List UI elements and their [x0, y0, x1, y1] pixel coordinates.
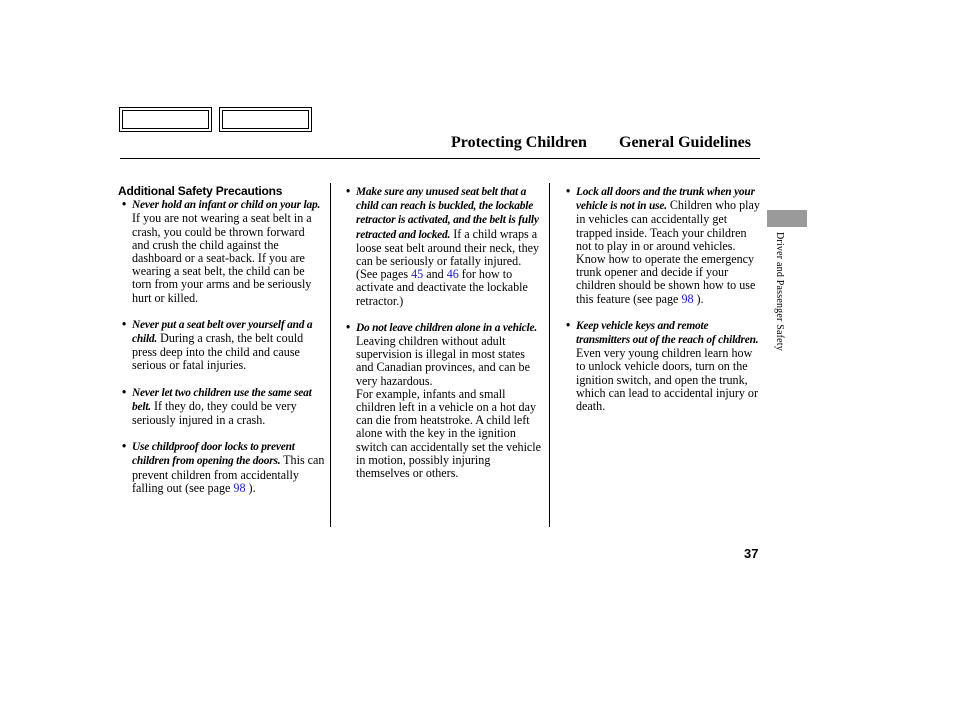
bullet: • — [122, 384, 127, 399]
list-item: • Keep vehicle keys and remote transmitters out of the reach of children. Even very young children learn how to unlock vehicle doors, turn on the ignition switch, and open the trunk, which can lead to accidental injury or death. — [566, 317, 759, 414]
page-link[interactable]: 46 — [446, 267, 459, 282]
column-divider — [330, 183, 331, 527]
bullet: • — [122, 197, 127, 212]
section-tab-label: Driver and Passenger Safety — [774, 232, 785, 351]
list-item: • Do not leave children alone in a vehicle. Leaving children without adult supervision is illegal in most states and Canadian provinces, and can be very hazardous. For example, infants and small children left in a vehicle on a hot day can die from heatstroke. A child left alone with the key in the ignition switch can accidentally set the vehicle in motion, possibly injuring themselves or others. — [346, 319, 542, 481]
previous-page-button[interactable] — [119, 107, 212, 132]
next-page-button[interactable] — [219, 107, 312, 132]
page-link[interactable]: 98 — [233, 480, 246, 495]
list-item: • Lock all doors and the trunk when your vehicle is not in use. Children who play in vehicles can accidentally get trapped inside. Teach your children not to play in or around vehicles. Know how to operate the emergency trunk opener and decide if your children should be shown how to use this feature (see page 98 ). — [566, 184, 760, 306]
list-item: • Make sure any unused seat belt that a child can reach is buckled, the lockable retractor is activated, and the belt is fully retracted and locked. If a child wraps a loose seat belt around their neck, they can be seriously or fatally injured. (See pages 45 and 46 for how to activate and deactivate the lockable retractor.) — [346, 184, 540, 308]
bullet: • — [566, 184, 571, 198]
bullet: • — [122, 316, 127, 331]
section-tab — [767, 210, 807, 227]
section-title: Protecting Children — [451, 134, 587, 151]
column-divider — [549, 183, 550, 527]
column-1 — [118, 185, 325, 495]
bullet: • — [566, 317, 571, 332]
column-3 — [562, 185, 762, 413]
bullet: • — [346, 184, 351, 198]
list-item: • Never put a seat belt over yourself and a child. During a crash, the belt could press deep into the child and cause serious or fatal injuries. — [122, 316, 313, 373]
list-item: • Never hold an infant or child on your lap. If you are not wearing a seat belt in a crash, you could be thrown forward and crush the child against the dashboard or a seat-back. If you are wearing a seat belt, the child can be torn from your arms and be seriously hurt or killed. — [122, 197, 321, 305]
page-number: 37 — [744, 546, 759, 561]
list-item: • Use childproof door locks to prevent children from opening the doors. This can prevent children from accidentally falling out (see page 98 ). — [122, 439, 325, 495]
page-link[interactable]: 98 — [681, 291, 694, 306]
header-rule — [120, 158, 760, 159]
column-2 — [342, 185, 542, 480]
topic-title: General Guidelines — [619, 134, 751, 151]
list-item: • Never let two children use the same seat belt. If they do, they could be very seriously injured in a crash. — [122, 384, 312, 428]
section-heading: Additional Safety Precautions — [118, 184, 283, 198]
page-link[interactable]: 45 — [411, 267, 424, 282]
bullet: • — [346, 319, 351, 334]
bullet: • — [122, 439, 127, 454]
